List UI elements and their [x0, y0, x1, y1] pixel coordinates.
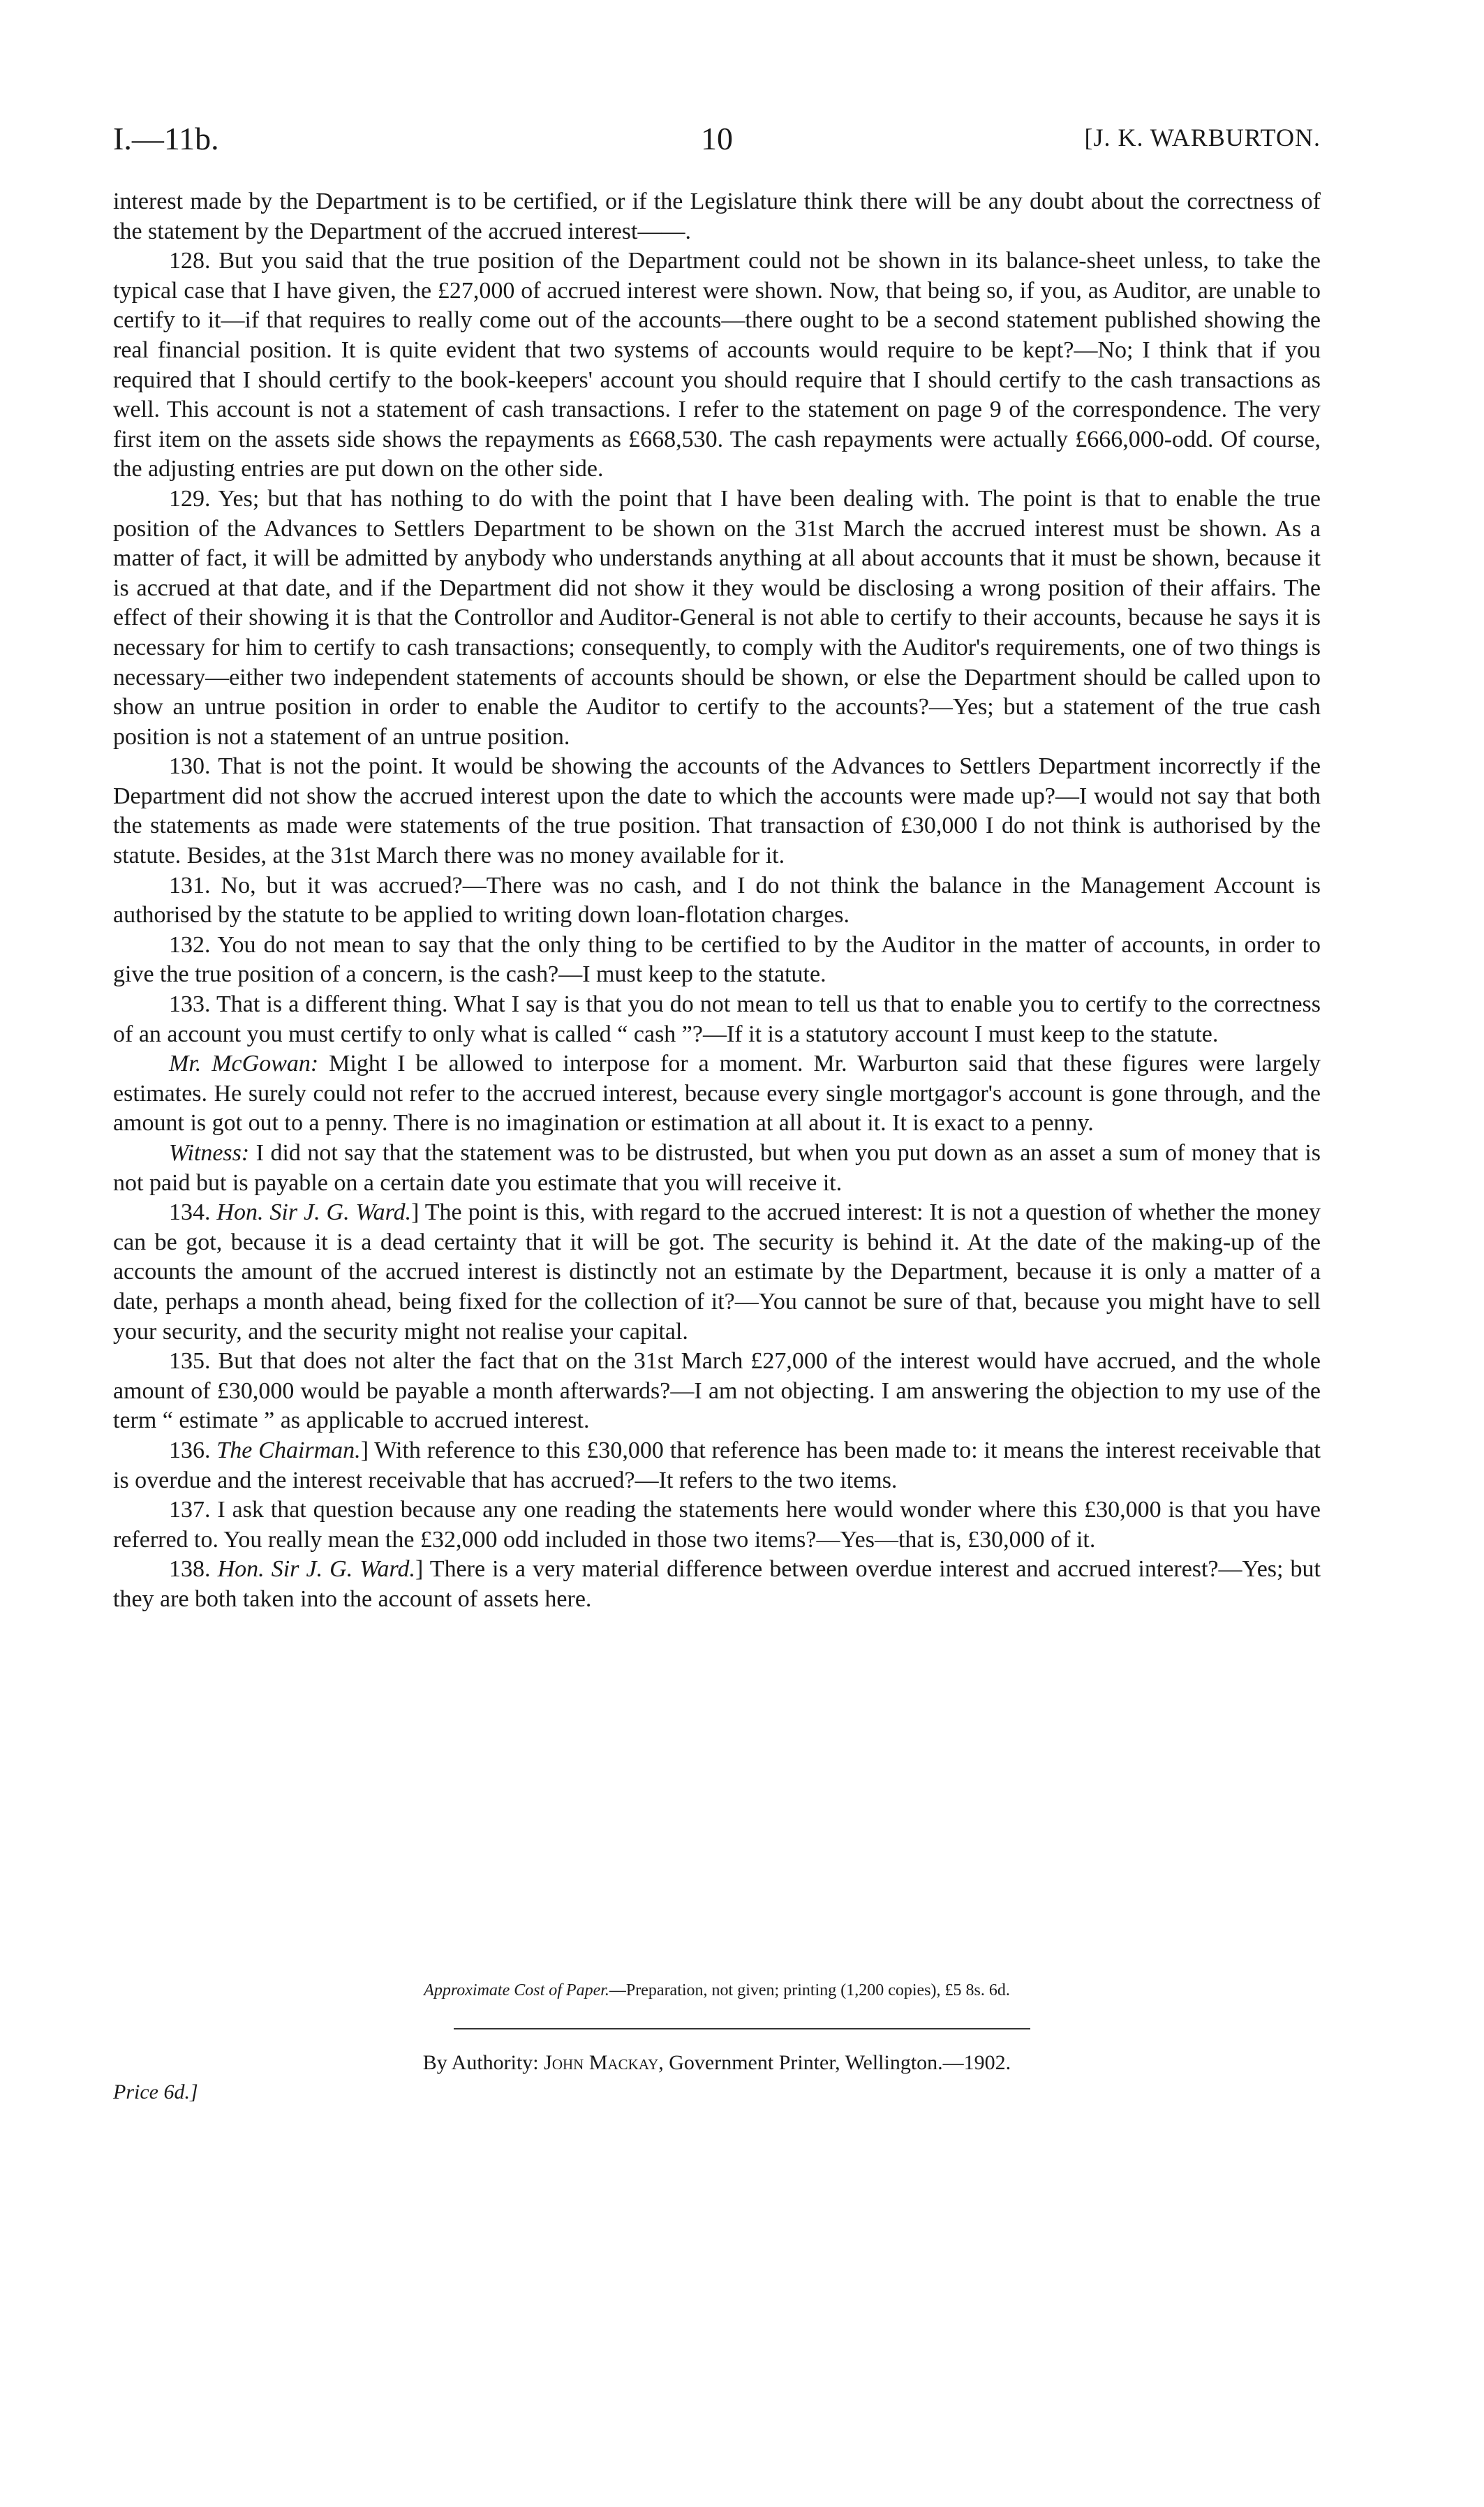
- paper-reference: I.—11b.: [113, 121, 219, 156]
- paragraph: Witness: I did not say that the statement was to be distrusted, but when you put down as an asset a sum of money that is not paid but is payable on a certain date you estimate that you will receive it.: [113, 1140, 1321, 1196]
- paragraph: Mr. McGowan: Might I be allowed to interpose for a moment. Mr. Warburton said that these figures were largely estimates. He surely could not refer to the accrued interest, because every single mortgagor's account is gone through, and the amount is got out to a penny. There is no imagination or estimation at all about it. It is exact to a penny.: [113, 1051, 1321, 1137]
- paragraph: 131. No, but it was accrued?—There was no cash, and I do not think the balance in the Management Account is authorised by the statute to be applied to writing down loan-flotation charges.: [113, 872, 1321, 929]
- paragraph: 137. I ask that question because any one reading the statements here would wonder where this £30,000 is that you have referred to. You really mean the £32,000 odd included in those two items?—Yes—that is, £30,000 of it.: [113, 1497, 1321, 1553]
- printer-name: John Mackay: [544, 2051, 659, 2074]
- paragraph: interest made by the Department is to be certified, or if the Legislature think there will be any doubt about the correctness of the statement by the Department of the accrued interest——.: [113, 188, 1321, 244]
- divider-rule: [454, 2028, 1030, 2029]
- page-number: 10: [701, 121, 733, 156]
- evidence-text: [113, 187, 1321, 1615]
- authority-line: By Authority: John Mackay, Government Printer, Wellington.—1902.: [422, 2051, 1011, 2074]
- paragraph: 138. Hon. Sir J. G. Ward.] There is a very material difference between overdue interest and accrued interest?—Yes; but they are both taken into the account of assets here.: [113, 1556, 1321, 1612]
- paragraph: 133. That is a different thing. What I say is that you do not mean to tell us that to enable you to certify to the correctness of an account you must certify to only what is called “ cash ”?—If it is a statutory account I must keep to the statute.: [113, 991, 1321, 1047]
- cost-note: Approximate Cost of Paper.—Preparation, not given; printing (1,200 copies), £5 8s. 6d.: [424, 1981, 1010, 1999]
- paragraph: 136. The Chairman.] With reference to this £30,000 that reference has been made to: it means the interest receivable that is overdue and the interest receivable that has accrued?—It refers to the two items.: [113, 1437, 1321, 1493]
- paragraph: 129. Yes; but that has nothing to do with the point that I have been dealing with. The point is that to enable the true position of the Advances to Settlers Department to be shown on the 31st March the accrued interest must be shown. As a matter of fact, it will be admitted by anybody who understands anything at all about accounts that it must be shown, because it is accrued at that date, and if the Department did not show it they would be disclosing a wrong position of their affairs. The effect of their showing it is that the Controllor and Auditor-General is not able to certify to their accounts, because he says it is necessary for him to certify to cash transactions; consequently, to comply with the Auditor's requirements, one of two things is necessary—either two independent statements of accounts should be shown, or else the Department should be called upon to show an untrue position in order to enable the Auditor to certify to the accounts?—Yes; but a statement of the true cash position is not a statement of an untrue position.: [113, 485, 1321, 750]
- paragraph: 132. You do not mean to say that the only thing to be certified to by the Auditor in the matter of accounts, in order to give the true position of a concern, is the cash?—I must keep to the statute.: [113, 931, 1321, 988]
- speaker-name: Witness:: [169, 1140, 250, 1166]
- speaker-name: Hon. Sir J. G. Ward.: [217, 1556, 415, 1583]
- speaker-name: Mr. McGowan:: [169, 1051, 319, 1077]
- price-note: Price 6d.]: [113, 2080, 198, 2103]
- speaker-name: Hon. Sir J. G. Ward.: [216, 1199, 412, 1226]
- paragraph: 128. But you said that the true position of the Department could not be shown in its balance-sheet unless, to take the typical case that I have given, the £27,000 of accrued interest were shown. Now, that being so, if you, as Auditor, are unable to certify to it—if that requires to really come out of the accounts—there ought to be a second statement published showing the real financial position. It is quite evident that two systems of accounts would require to be kept?—No; I think that if you required that I should certify to the book-keepers' account you should require that I should certify to the cash transactions as well. This account is not a statement of cash transactions. I refer to the statement on page 9 of the correspondence. The very first item on the assets side shows the repayments as £668,530. The cash repayments were actually £666,000-odd. Of course, the adjusting entries are put down on the other side.: [113, 248, 1321, 482]
- paragraph: 135. But that does not alter the fact that on the 31st March £27,000 of the interest would have accrued, and the whole amount of £30,000 would be payable a month afterwards?—I am not objecting. I am answering the objection to my use of the term “ estimate ” as applicable to accrued interest.: [113, 1348, 1321, 1434]
- witness-name: [J. K. WARBURTON.: [1084, 124, 1321, 151]
- paragraph: 130. That is not the point. It would be showing the accounts of the Advances to Settlers Department incorrectly if the Department did not show the accrued interest upon the date to which the accounts were made up?—I would not say that both the statements as made were statements of the true position. That transaction of £30,000 I do not think is authorised by the statute. Besides, at the 31st March there was no money available for it.: [113, 753, 1321, 869]
- paragraph: 134. Hon. Sir J. G. Ward.] The point is this, with regard to the accrued interest: It is not a question of whether the money can be got, because it is a dead certainty that it will be got. The security is behind it. At the date of the making-up of the accounts the amount of the accrued interest is distinctly not an estimate by the Department, because it is only a matter of a date, perhaps a month ahead, being fixed for the collection of it?—You cannot be sure of that, because you might have to sell your security, and the security might not realise your capital.: [113, 1199, 1321, 1345]
- speaker-name: The Chairman.: [216, 1437, 361, 1463]
- page-header: [113, 120, 1321, 162]
